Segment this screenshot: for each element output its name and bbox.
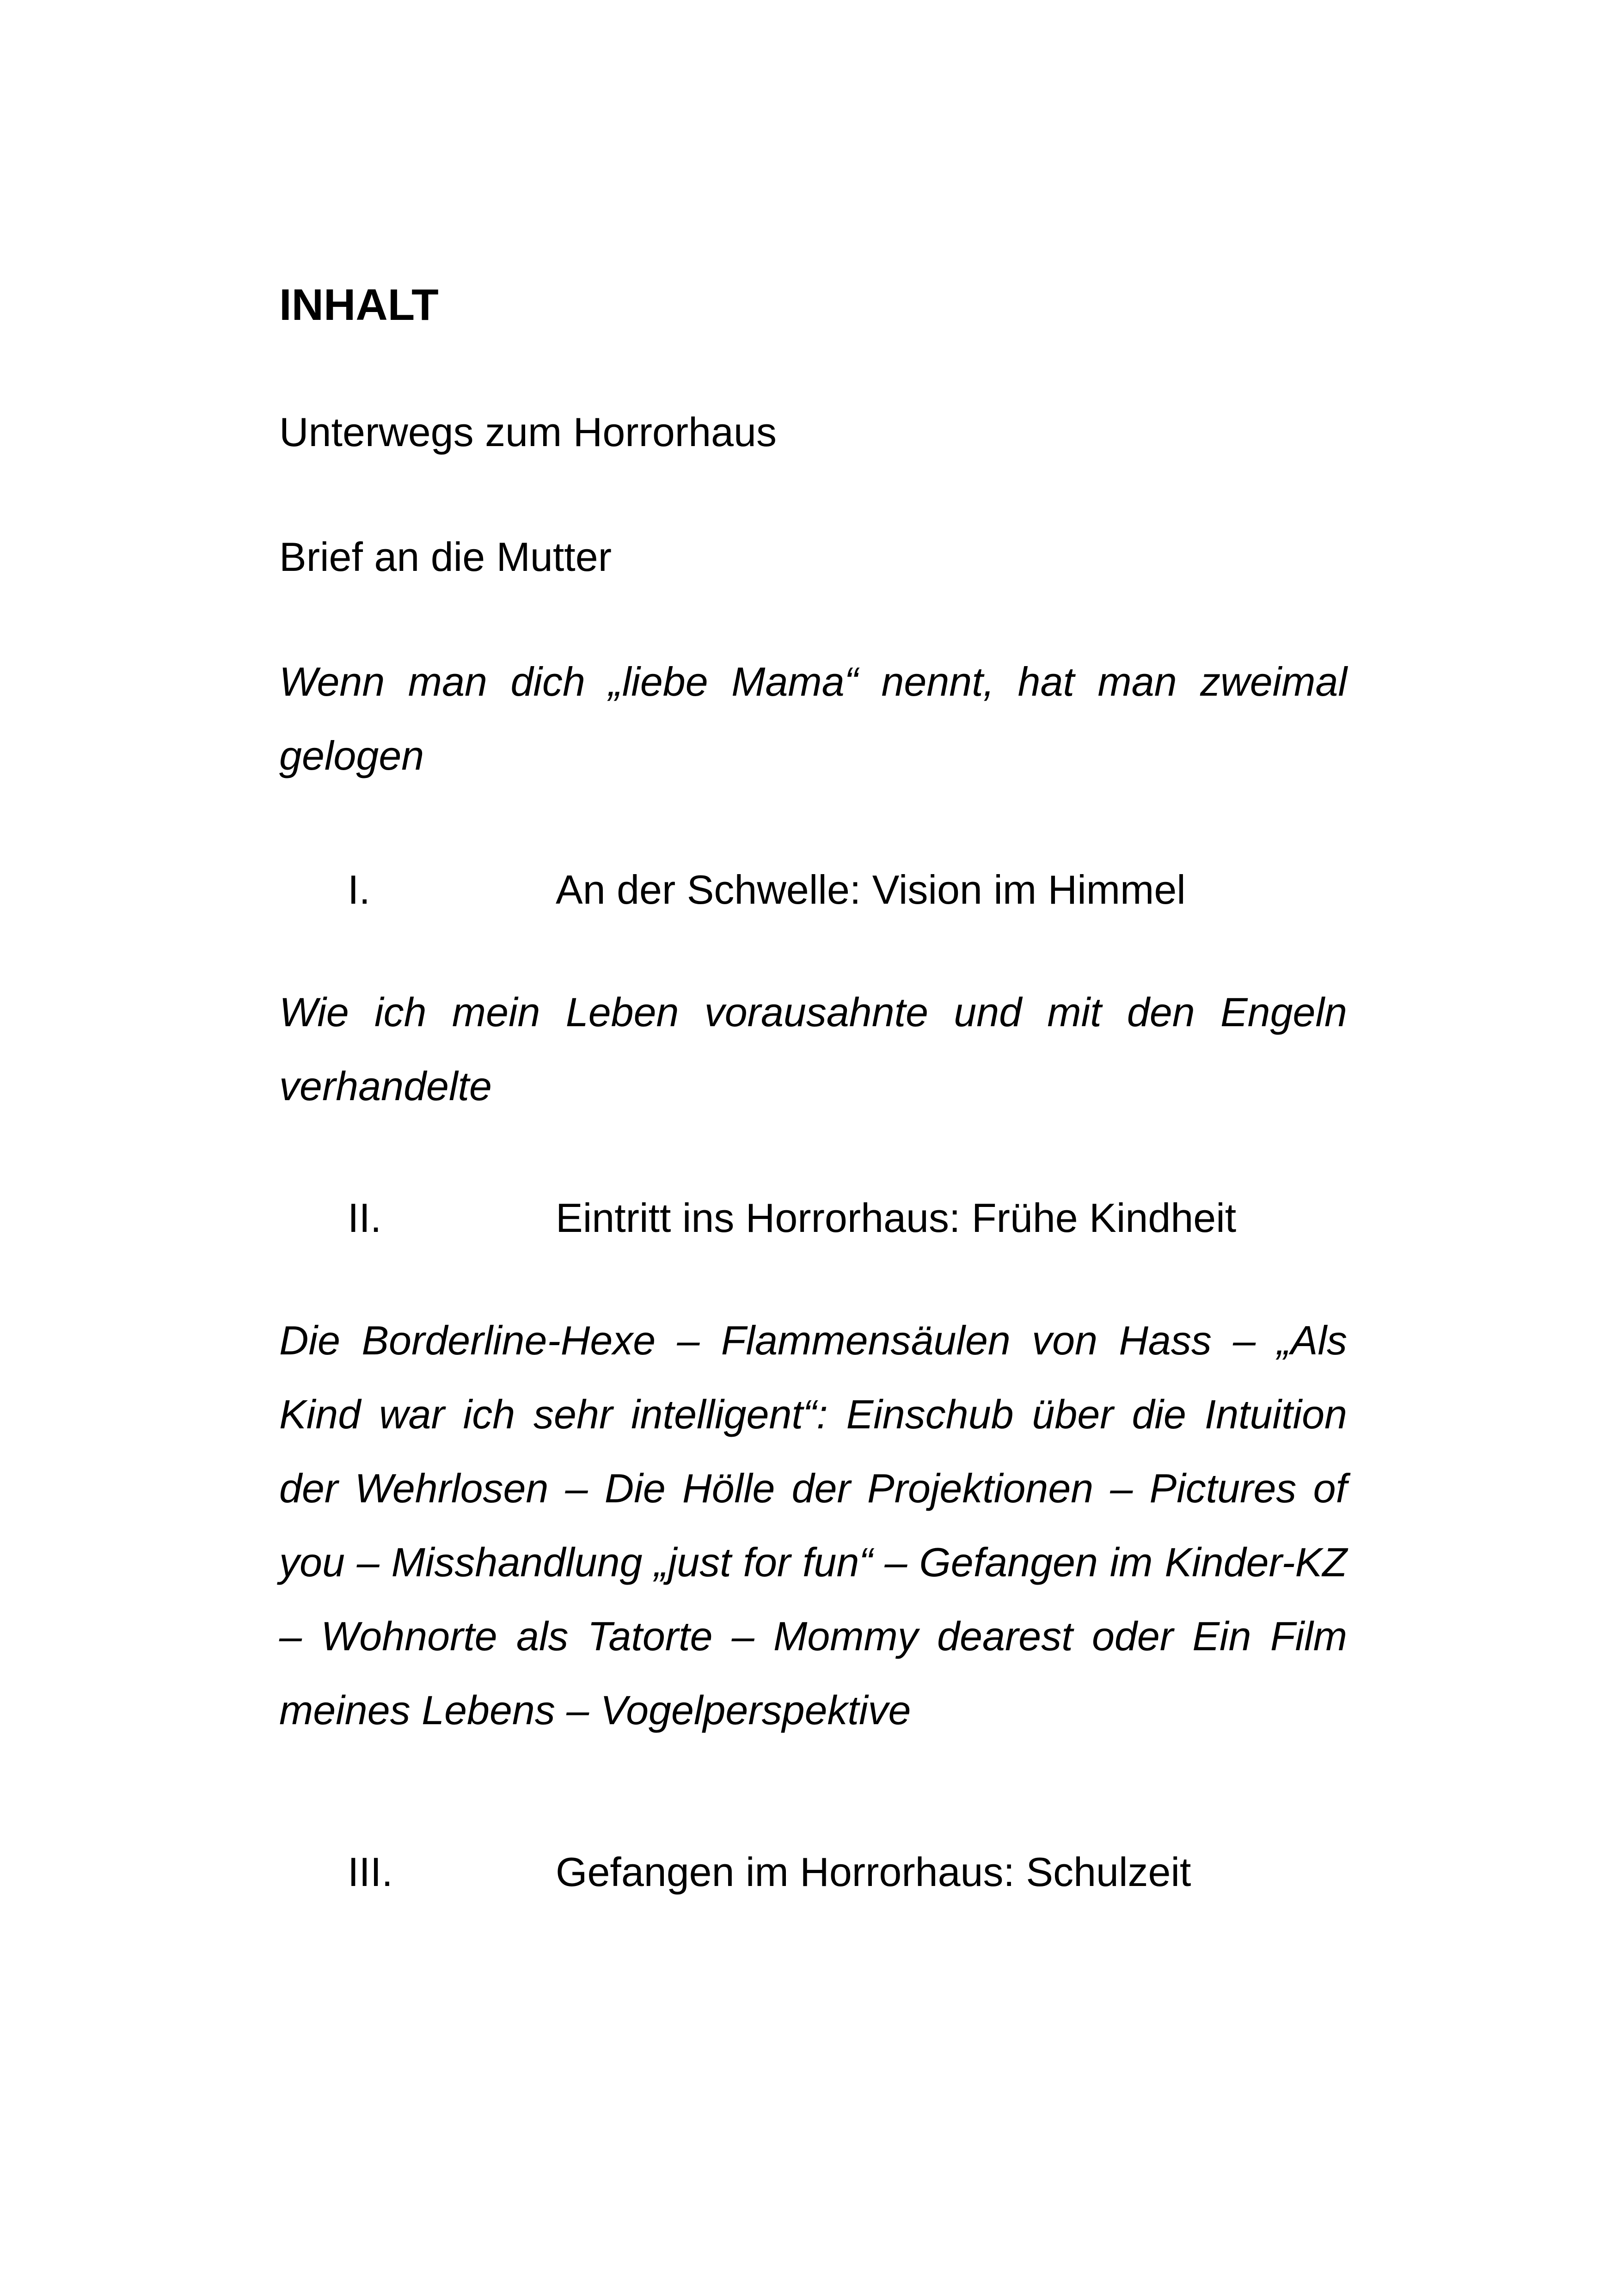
toc-chapter-2 — [279, 1181, 1347, 1255]
chapter-number: II. — [348, 1195, 382, 1241]
toc-chapter-2-subtitle: Die Borderline-Hexe – Flammensäulen von Hass – „Als Kind war ich sehr intelligent“: Einschub über die Intuition der Wehrlosen – Die Hölle der Projektionen – Pictures of you – Misshandlung „just for fun“ – Gefangen im Kinder-KZ – Wohnorte als Tatorte – Mommy dearest oder Ein Film meines Lebens – Vogelperspektive — [279, 1317, 1347, 1733]
toc-heading: INHALT — [279, 280, 439, 330]
chapter-number: III. — [348, 1849, 393, 1895]
toc-chapter-1-subtitle: Wie ich mein Leben vorausahnte und mit den Engeln verhandelte — [279, 989, 1347, 1109]
chapter-title: Eintritt ins Horrorhaus: Frühe Kindheit — [556, 1195, 1237, 1241]
chapter-title: An der Schwelle: Vision im Himmel — [556, 867, 1186, 912]
chapter-title: Gefangen im Horrorhaus: Schulzeit — [556, 1849, 1191, 1895]
toc-chapter-3 — [279, 1835, 1347, 1909]
toc-entry-unterwegs: Unterwegs zum Horrorhaus — [279, 409, 777, 455]
toc-chapter-1 — [279, 853, 1347, 927]
toc-entry-brief: Brief an die Mutter — [279, 534, 612, 580]
toc-subtitle-brief: Wenn man dich „liebe Mama“ nennt, hat man zweimal gelogen — [279, 659, 1347, 778]
chapter-number: I. — [348, 867, 370, 912]
